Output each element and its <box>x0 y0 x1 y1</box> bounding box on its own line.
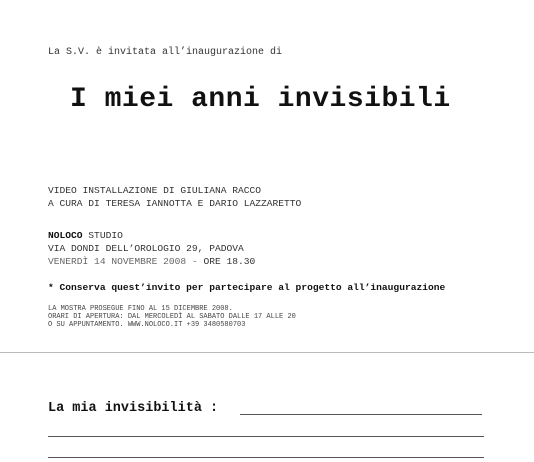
date-separator: - <box>186 256 204 267</box>
event-datetime <box>48 256 255 267</box>
invisibility-label: La mia invisibilità : <box>48 401 219 416</box>
event-time: ORE 18.30 <box>203 256 256 267</box>
write-in-line[interactable] <box>48 457 484 458</box>
write-in-line[interactable] <box>240 414 482 415</box>
venue-name <box>48 230 123 241</box>
venue-suffix: STUDIO <box>82 230 123 241</box>
credit-line: VIDEO INSTALLAZIONE DI GIULIANA RACCO <box>48 185 262 196</box>
write-in-line[interactable] <box>48 436 484 437</box>
credit-line: A CURA DI TERESA IANNOTTA E DARIO LAZZARETTO <box>48 198 302 209</box>
venue-brand: NOLOCO <box>48 230 83 241</box>
venue-address: VIA DONDI DELL’OROLOGIO 29, PADOVA <box>48 243 244 254</box>
keep-invitation-note: * Conserva quest’invito per partecipare al progetto all’inaugurazione <box>48 282 446 293</box>
info-line: ORARI DI APERTURA: DAL MERCOLEDÌ AL SABATO DALLE 17 ALLE 20 <box>48 313 296 321</box>
cut-divider <box>0 352 534 353</box>
info-line: LA MOSTRA PROSEGUE FINO AL 15 DICEMBRE 2008. <box>48 305 233 313</box>
event-date: VENERDÌ 14 NOVEMBRE 2008 <box>48 256 187 267</box>
info-line: O SU APPUNTAMENTO. WWW.NOLOCO.IT +39 3480580703 <box>48 321 246 329</box>
invitation-intro: La S.V. è invitata all’inaugurazione di <box>48 47 283 58</box>
exhibition-title: I miei anni invisibili <box>70 84 451 115</box>
